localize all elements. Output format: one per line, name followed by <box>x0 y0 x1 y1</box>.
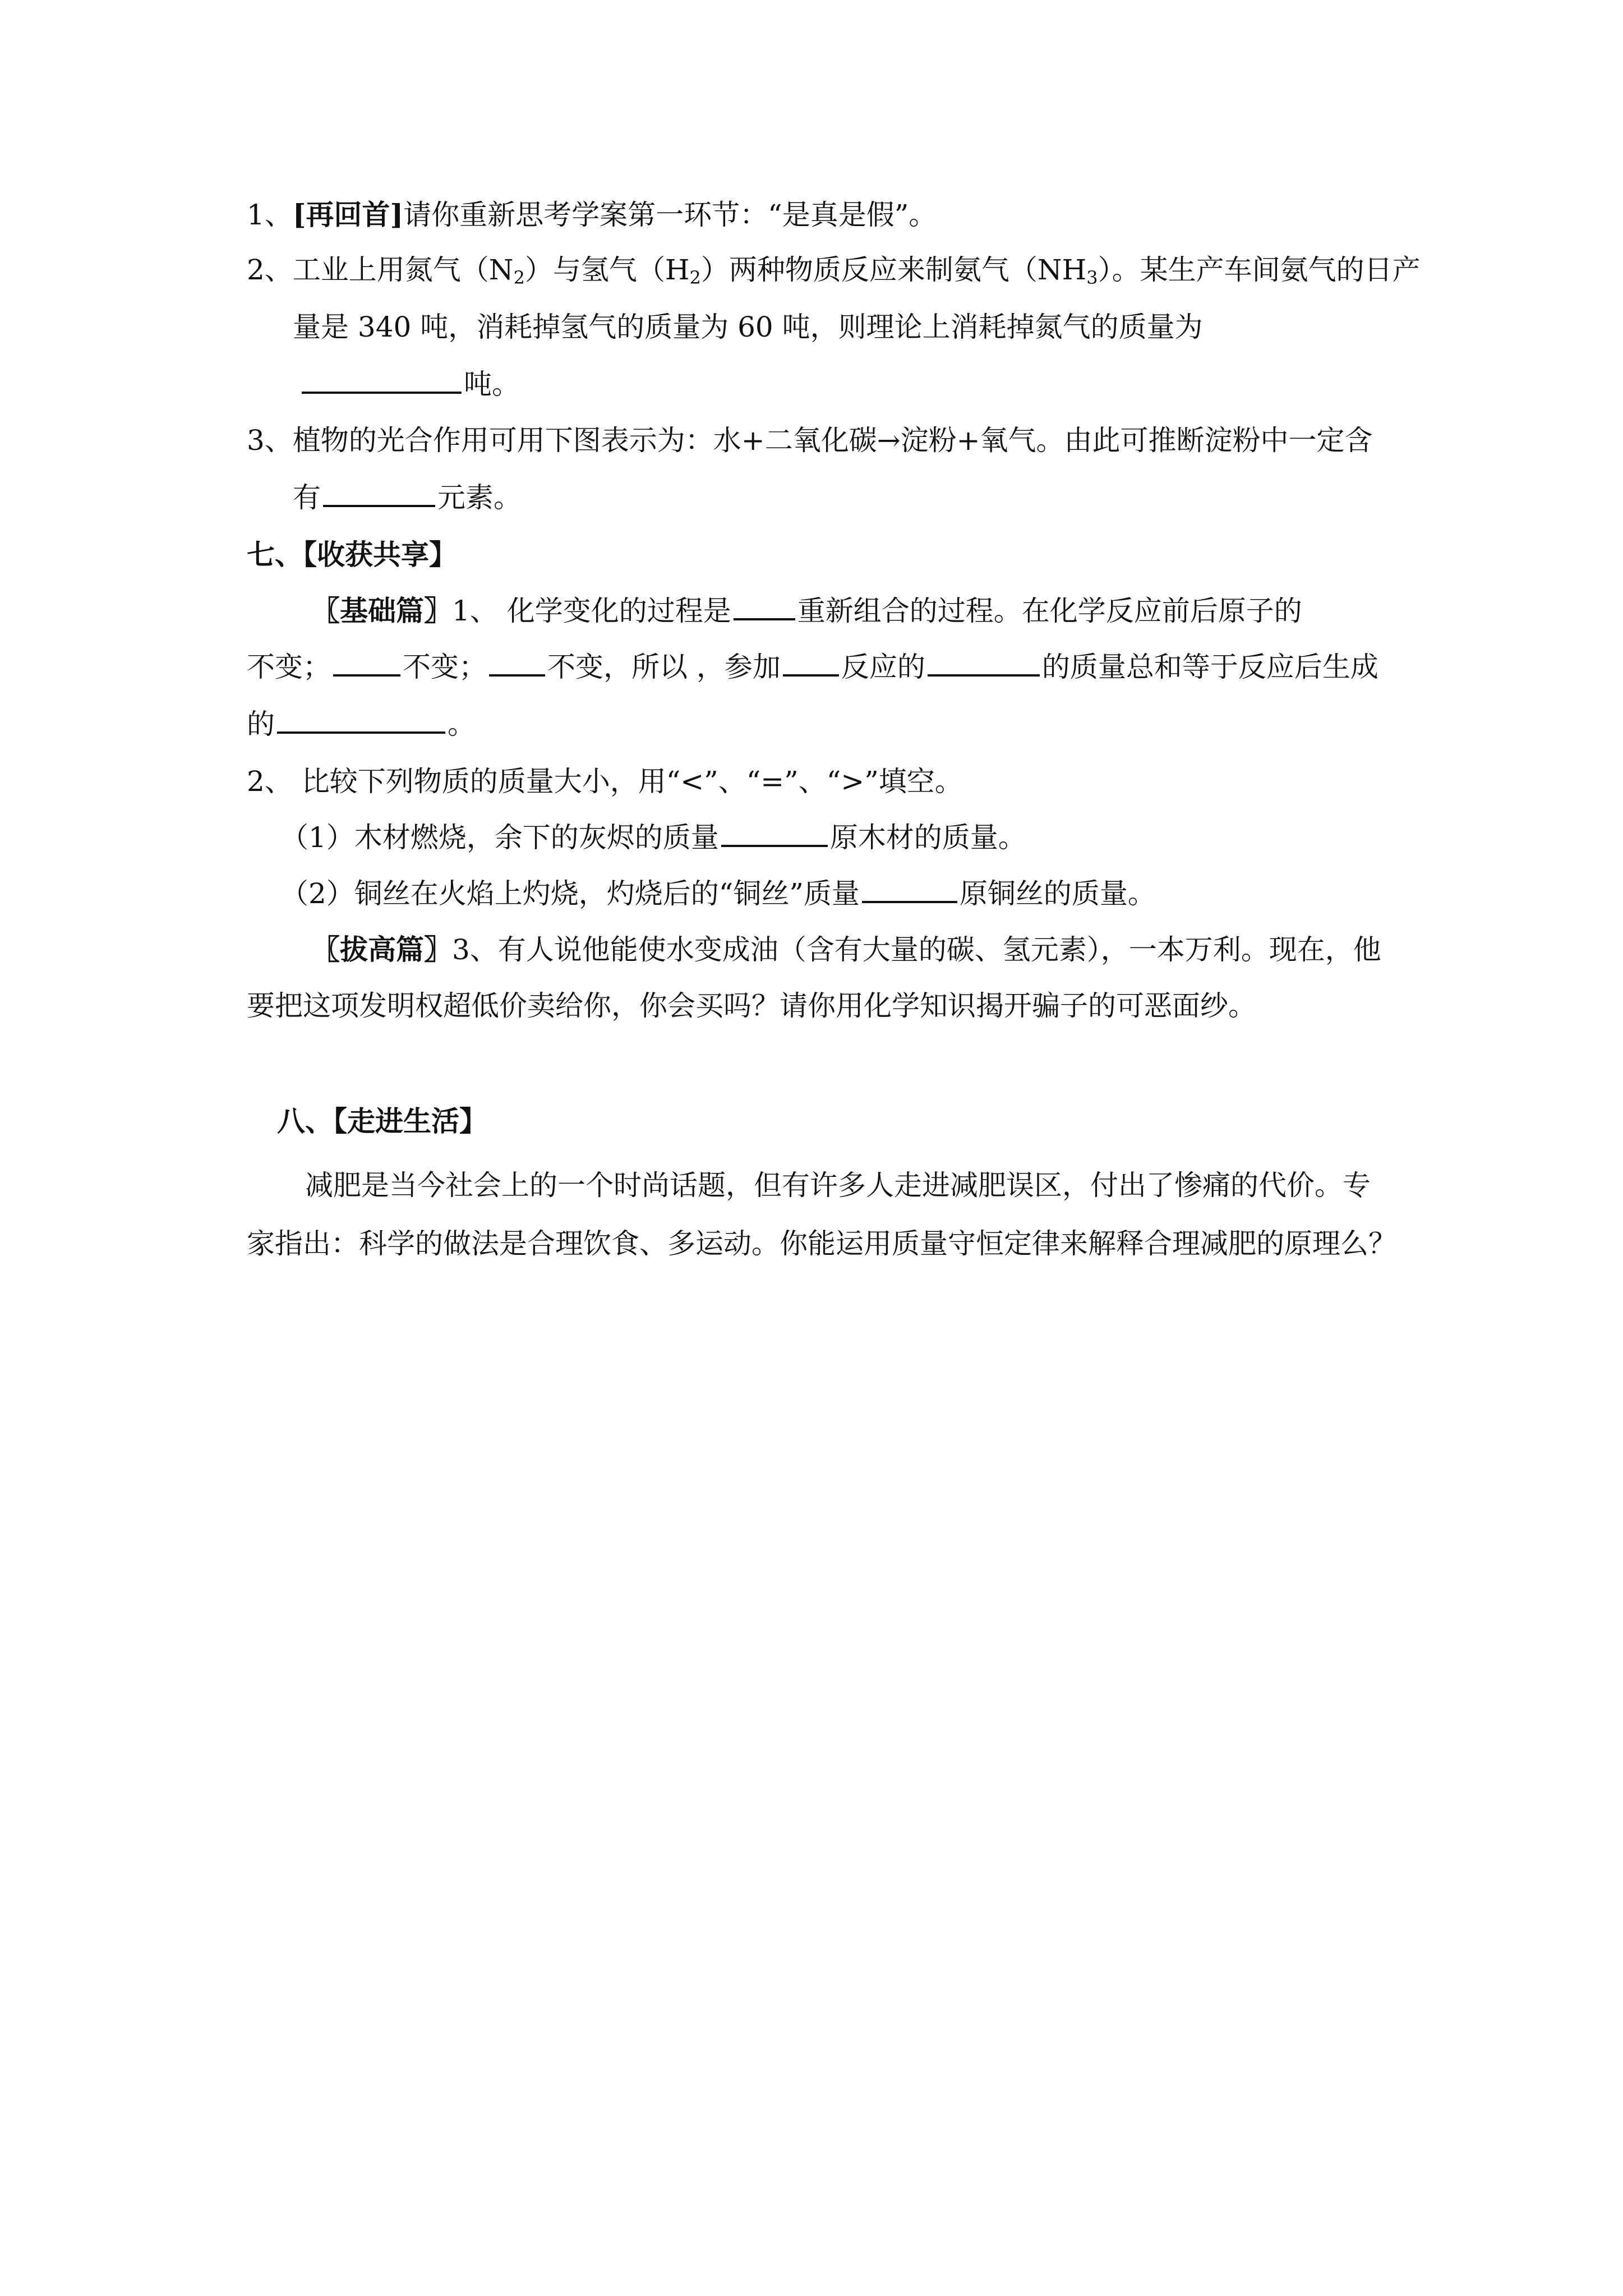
paragraph-text: 减肥是当今社会上的一个时尚话题，但有许多人走进减肥误区，付出了惨痛的代价。专 <box>305 1169 1371 1202</box>
question-text: 植物的光合作用可用下图表示为：水+二氧化碳→淀粉+氧气。由此可推断淀粉中一定含 <box>292 424 1373 457</box>
section-title: 七、【收获共享】 <box>247 538 457 571</box>
question-text: 的质量总和等于反应后生成 <box>1041 651 1378 683</box>
question-2-line-2 <box>293 307 1203 347</box>
question-1 <box>247 195 937 234</box>
basic-line-1 <box>312 591 1302 631</box>
question-text: ）。某生产车间氨气的日产 <box>1098 254 1421 286</box>
section-title: 八、【走进生活】 <box>277 1105 487 1138</box>
section-7-heading <box>247 535 457 574</box>
compare-sub-2 <box>280 874 1156 913</box>
question-text: ）两种物质反应来制氨气（NH <box>700 254 1087 286</box>
question-text: 2、 比较下列物质的质量大小，用“<”、“=”、“>”填空。 <box>247 765 963 798</box>
question-text: 有 <box>293 481 321 514</box>
question-text: 不变； <box>403 651 487 683</box>
question-3-line-1 <box>247 421 1373 460</box>
advanced-tag: 〖拔高篇〗 <box>312 933 452 966</box>
basic-tag: 〖基础篇〗 <box>312 594 452 627</box>
question-text: 重新组合的过程。在化学反应前后原子的 <box>797 595 1302 627</box>
basic-line-3 <box>247 705 476 744</box>
question-number: 1、 <box>247 199 293 231</box>
question-text: 要把这项发明权超低价卖给你，你会买吗？请你用化学知识揭开骗子的可恶面纱。 <box>247 990 1256 1022</box>
answer-blank[interactable] <box>323 479 435 507</box>
question-number: 2、 <box>247 254 293 286</box>
question-text: 请你重新思考学案第一环节：“是真是假”。 <box>403 199 937 231</box>
question-text: 吨。 <box>464 368 520 401</box>
question-text: （2）铜丝在火焰上灼烧，灼烧后的“铜丝”质量 <box>280 877 860 910</box>
answer-blank[interactable] <box>783 648 839 677</box>
question-text: 量是 340 吨，消耗掉氢气的质量为 60 吨，则理论上消耗掉氮气的质量为 <box>293 311 1203 343</box>
answer-blank[interactable] <box>277 706 445 734</box>
question-text: 原木材的质量。 <box>829 821 1026 854</box>
question-text: 不变，所以 ，参加 <box>547 651 781 683</box>
answer-blank[interactable] <box>302 366 462 394</box>
subscript: 2 <box>689 267 701 288</box>
answer-blank[interactable] <box>928 648 1040 677</box>
question-text: 的 <box>247 708 275 740</box>
question-2-line-3 <box>299 365 520 404</box>
question-2-line-1 <box>247 250 1421 289</box>
section-8-line-1 <box>305 1166 1371 1205</box>
question-text: 。 <box>448 708 476 740</box>
subscript: 2 <box>513 267 525 288</box>
advanced-line-2 <box>247 986 1256 1025</box>
answer-blank[interactable] <box>333 648 400 677</box>
question-3-line-2 <box>293 478 522 517</box>
question-text: （1）木材燃烧，余下的灰烬的质量 <box>280 821 719 854</box>
answer-blank[interactable] <box>489 648 545 677</box>
advanced-line-1 <box>312 930 1381 969</box>
answer-blank[interactable] <box>734 592 795 620</box>
compare-question <box>247 762 963 801</box>
question-text: 工业上用氮气（N <box>292 254 514 286</box>
question-text: 不变； <box>247 651 331 683</box>
basic-line-2 <box>247 647 1378 687</box>
question-text: 原铜丝的质量。 <box>959 877 1156 910</box>
question-number: 3、 <box>247 424 293 457</box>
question-text: 反应的 <box>841 651 925 683</box>
question-text: 1、 化学变化的过程是 <box>452 595 731 627</box>
question-text: 3、有人说他能使水变成油（含有大量的碳、氢元素），一本万利。现在，他 <box>452 933 1381 966</box>
compare-sub-1 <box>280 818 1026 857</box>
question-text: 元素。 <box>437 481 522 514</box>
section-8-heading <box>277 1102 487 1141</box>
answer-blank[interactable] <box>862 875 957 903</box>
section-8-line-2 <box>247 1224 1396 1263</box>
question-tag: [再回首] <box>292 198 404 231</box>
subscript: 3 <box>1086 267 1098 288</box>
answer-blank[interactable] <box>721 819 828 847</box>
paragraph-text: 家指出：科学的做法是合理饮食、多运动。你能运用质量守恒定律来解释合理减肥的原理么？ <box>247 1227 1396 1260</box>
question-text: ）与氢气（H <box>524 254 690 286</box>
